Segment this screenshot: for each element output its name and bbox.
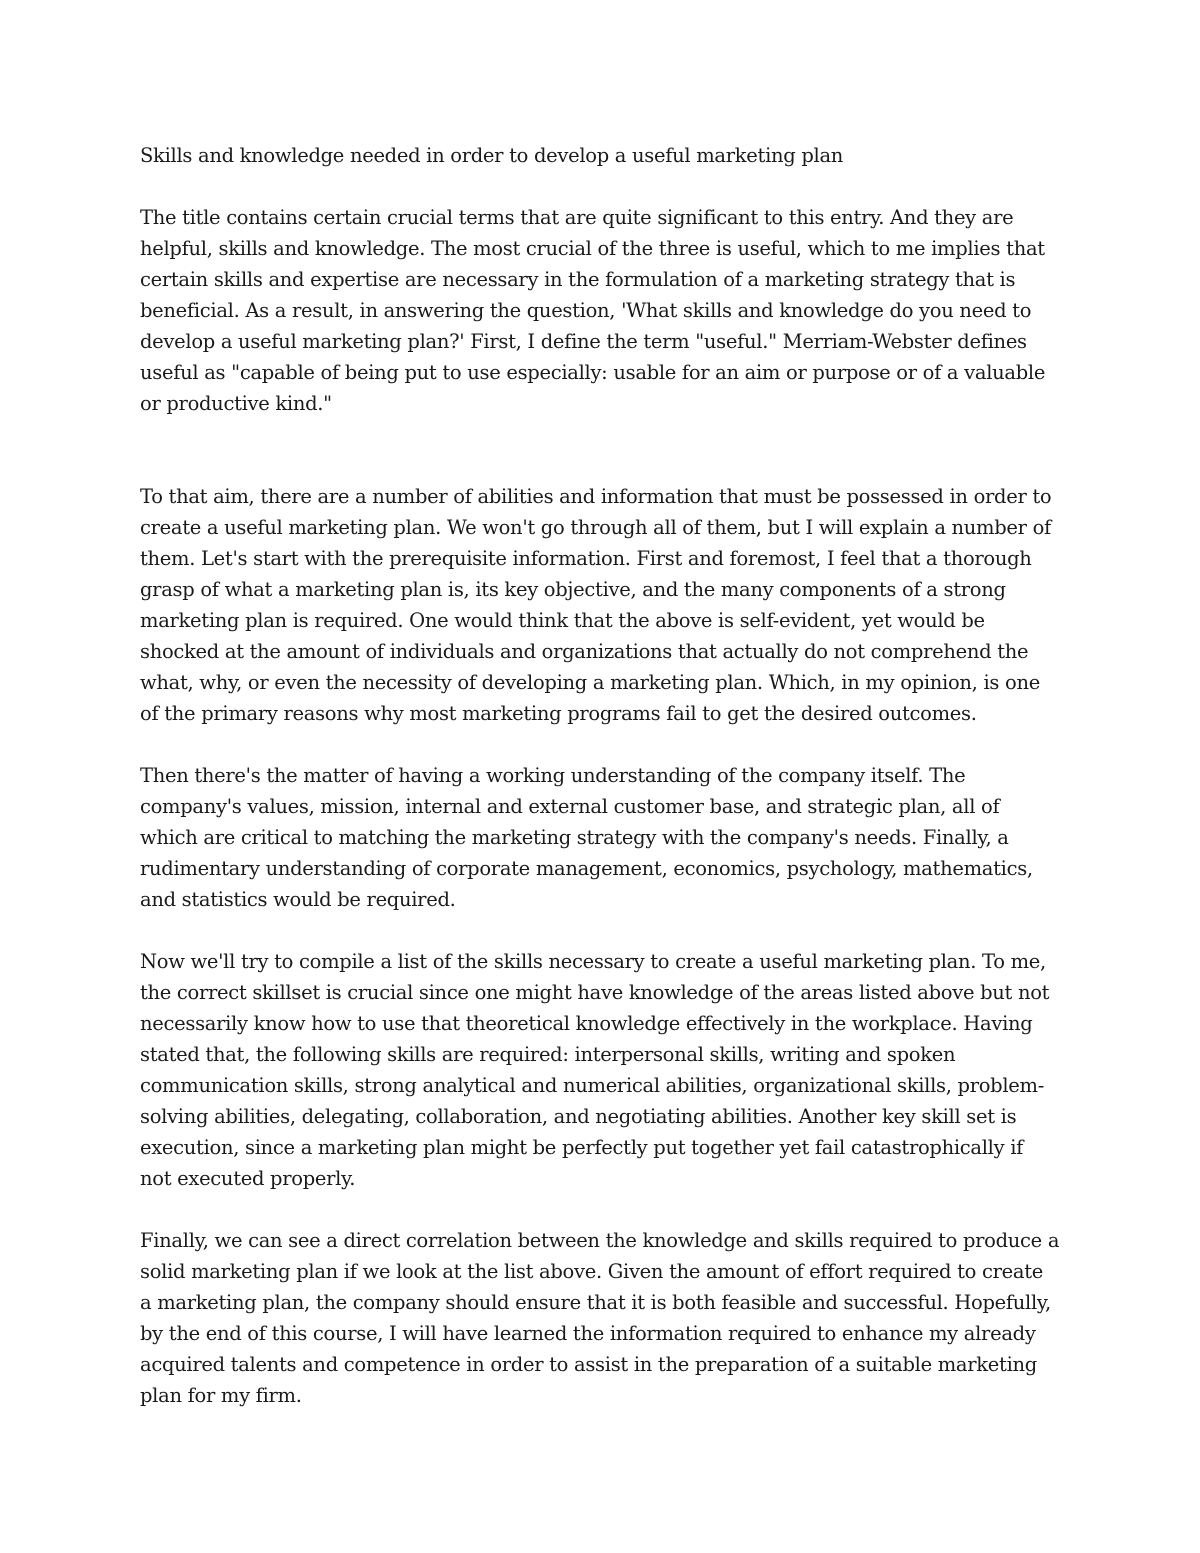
paragraph-4: Now we'll try to compile a list of the skills necessary to create a useful marketing plan. To me, the correct skillset is crucial since one might have knowledge of the areas listed above but not necessarily know how to use that theoretical knowledge effectively in the workplace. Having stated that, the following skills are required: interpersonal skills, writing and spoken communication skills, strong analytical and numerical abilities, organizational skills, problem-solving abilities, delegating, collaboration, and negotiating abilities. Another key skill set is execution, since a marketing plan might be perfectly put together yet fail catastrophically if not executed properly. [140,950,1050,1190]
paragraph-1: The title contains certain crucial terms that are quite significant to this entry. And they are helpful, skills and knowledge. The most crucial of the three is useful, which to me implies that certain skills and expertise are necessary in the formulation of a marketing strategy that is beneficial. As a result, in answering the question, 'What skills and knowledge do you need to develop a useful marketing plan?' First, I define the term "useful." Merriam-Webster defines useful as "capable of being put to use especially: usable for an aim or purpose or of a valuable or productive kind." [140,206,1046,415]
paragraph-3: Then there's the matter of having a working understanding of the company itself. The company's values, mission, internal and external customer base, and strategic plan, all of which are critical to matching the marketing strategy with the company's needs. Finally, a rudimentary understanding of corporate management, economics, psychology, mathematics, and statistics would be required. [140,764,1033,911]
paragraph-5: Finally, we can see a direct correlation between the knowledge and skills required to produce a solid marketing plan if we look at the list above. Given the amount of effort required to create a marketing plan, the company should ensure that it is both feasible and successful. Hopefully, by the end of this course, I will have learned the information required to enhance my already acquired talents and competence in order to assist in the preparation of a suitable marketing plan for my firm. [140,1229,1060,1407]
paragraph-2: To that aim, there are a number of abilities and information that must be possessed in order to create a useful marketing plan. We won't go through all of them, but I will explain a number of them. Let's start with the prerequisite information. First and foremost, I feel that a thorough grasp of what a marketing plan is, its key objective, and the many components of a strong marketing plan is required. One would think that the above is self-evident, yet would be shocked at the amount of individuals and organizations that actually do not comprehend the what, why, or even the necessity of developing a marketing plan. Which, in my opinion, is one of the primary reasons why most marketing programs fail to get the desired outcomes. [140,485,1052,725]
document-body [140,140,1060,1442]
document-title: Skills and knowledge needed in order to develop a useful marketing plan [140,144,844,167]
